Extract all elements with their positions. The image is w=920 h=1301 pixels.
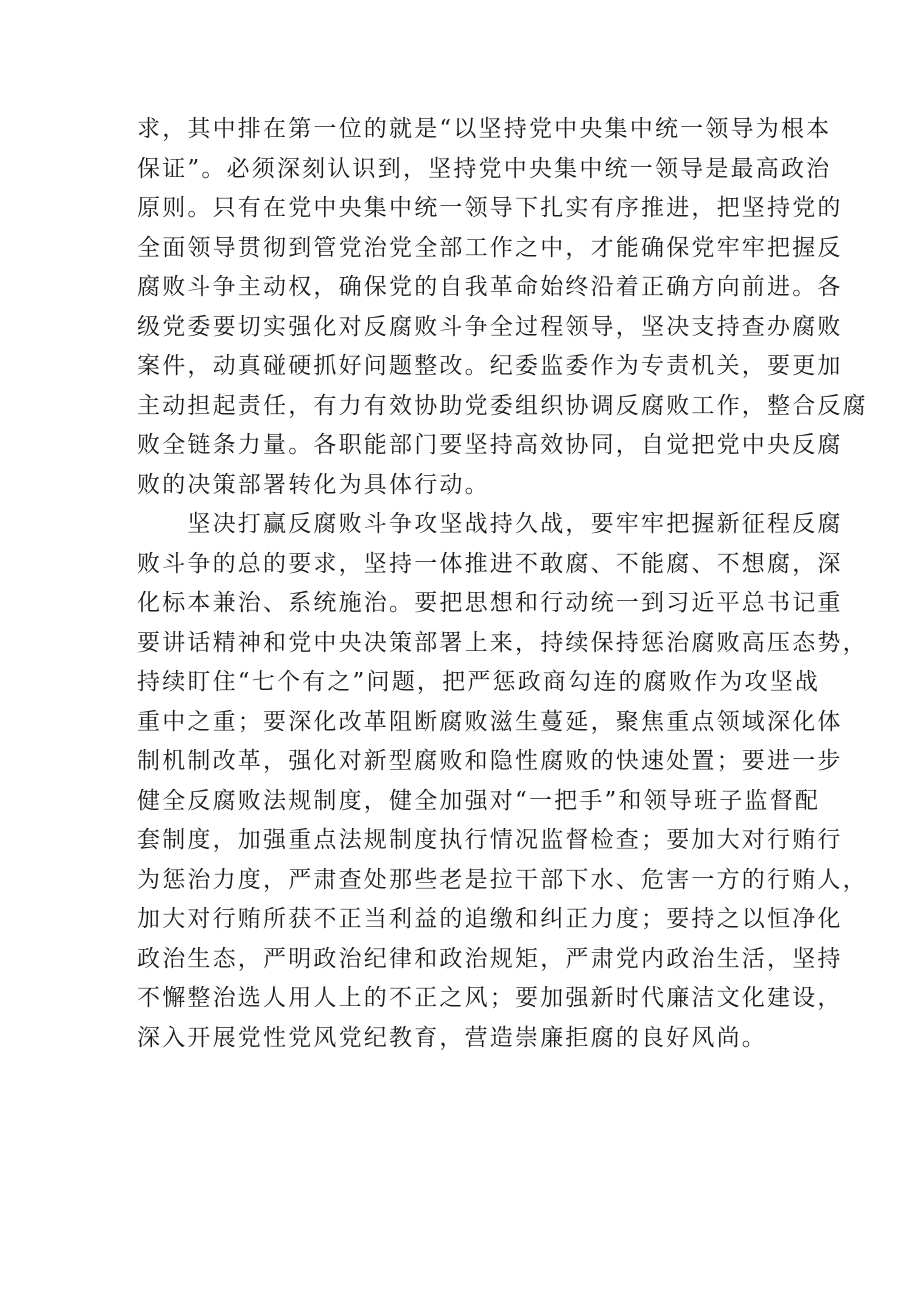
paragraph-1 [137, 110, 868, 505]
text-line: 不懈整治选人用人上的不正之风；要加强新时代廉洁文化建设， [137, 985, 843, 1011]
text-line: 坚决打赢反腐败斗争攻坚战持久战，要牢牢把握新征程反腐 [137, 511, 843, 537]
text-line: 重中之重；要深化改革阻断腐败滋生蔓延，聚焦重点领域深化体 [137, 708, 843, 735]
text-line: 深入开展党性党风党纪教育，营造崇廉拒腐的良好风尚。 [137, 1024, 767, 1051]
text-line: 持续盯住“七个有之”问题，把严惩政商勾连的腐败作为攻坚战 [137, 669, 821, 695]
text-line: 化标本兼治、系统施治。要把思想和行动统一到习近平总书记重 [137, 590, 843, 616]
paragraph-2 [137, 505, 868, 1058]
text-line: 败全链条力量。各职能部门要坚持高效协同，自觉把党中央反腐 [137, 432, 843, 458]
text-line: 原则。只有在党中央集中统一领导下扎实有序推进，把坚持党的 [137, 195, 843, 221]
text-line: 案件，动真碰硬抓好问题整改。纪委监委作为专责机关，要更加 [137, 353, 843, 379]
text-line: 级党委要切实强化对反腐败斗争全过程领导，坚决支持查办腐败 [137, 313, 843, 340]
text-line: 败的决策部署转化为具体行动。 [137, 471, 490, 498]
text-line: 全面领导贯彻到管党治党全部工作之中，才能确保党牢牢把握反 [137, 234, 843, 261]
text-line: 为惩治力度，严肃查处那些老是拉干部下水、危害一方的行贿人， [137, 866, 868, 893]
text-line: 要讲话精神和党中央决策部署上来，持续保持惩治腐败高压态势， [137, 629, 868, 656]
text-line: 败斗争的总的要求，坚持一体推进不敢腐、不能腐、不想腐，深 [137, 550, 843, 577]
text-line: 保证”。必须深刻认识到，坚持党中央集中统一领导是最高政治 [137, 155, 832, 182]
text-line: 腐败斗争主动权，确保党的自我革命始终沿着正确方向前进。各 [137, 274, 843, 300]
text-line: 求，其中排在第一位的就是“以坚持党中央集中统一领导为根本 [137, 116, 832, 142]
text-line: 健全反腐败法规制度，健全加强对“一把手”和领导班子监督配 [137, 787, 821, 814]
text-line: 主动担起责任，有力有效协助党委组织协调反腐败工作，整合反腐 [137, 392, 868, 419]
text-line: 制机制改革，强化对新型腐败和隐性腐败的快速处置；要进一步 [137, 748, 843, 774]
text-line: 套制度，加强重点法规制度执行情况监督检查；要加大对行贿行 [137, 827, 843, 853]
document-body [137, 110, 868, 1058]
text-line: 加大对行贿所获不正当利益的追缴和纠正力度；要持之以恒净化 [137, 906, 843, 932]
text-line: 政治生态，严明政治纪律和政治规矩，严肃党内政治生活，坚持 [137, 945, 843, 972]
